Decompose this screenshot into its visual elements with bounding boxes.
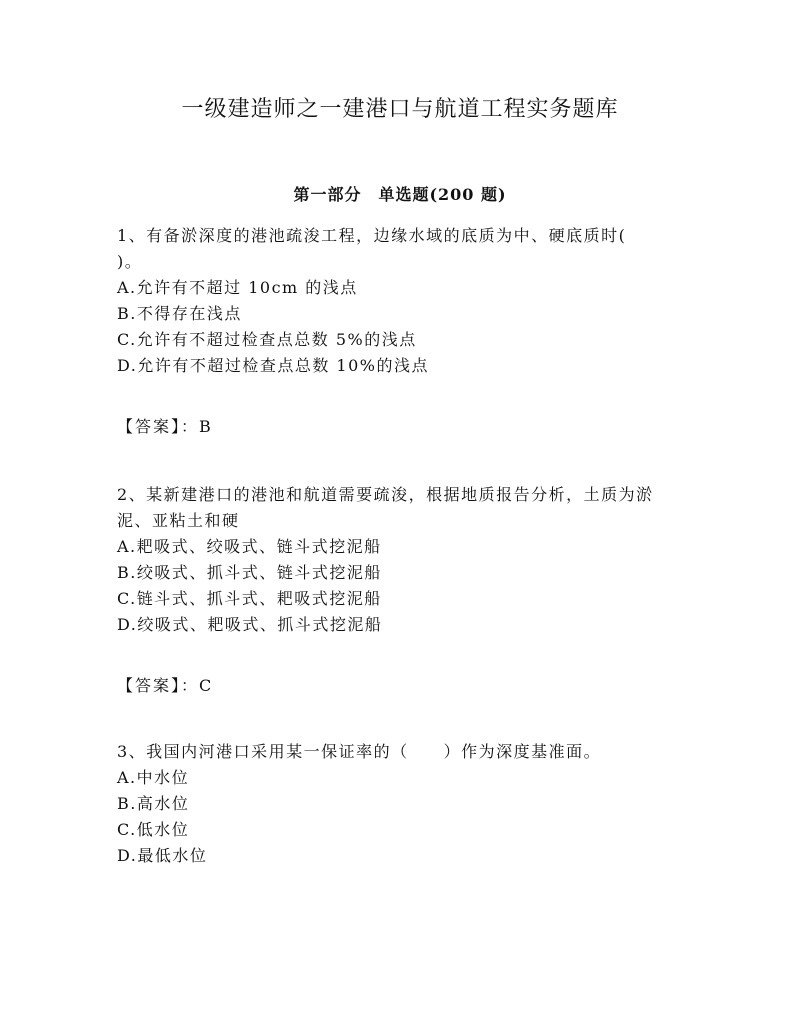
- question-1-option-a: A.允许有不超过 10cm 的浅点: [117, 278, 358, 297]
- question-3-stem-line-1: 3、我国内河港口采用某一保证率的（ ）作为深度基准面。: [117, 742, 602, 761]
- question-1-stem-line-2: )。: [117, 252, 143, 271]
- question-3-option-c: C.低水位: [117, 820, 190, 839]
- question-2-option-c: C.链斗式、抓斗式、耙吸式挖泥船: [117, 589, 382, 608]
- document-title: 一级建造师之一建港口与航道工程实务题库: [181, 97, 619, 122]
- question-2-option-d: D.绞吸式、耙吸式、抓斗式挖泥船: [117, 615, 383, 634]
- question-3-option-d: D.最低水位: [117, 846, 208, 865]
- question-1-answer: 【答案】：B: [117, 417, 213, 436]
- question-3-option-b: B.高水位: [117, 794, 190, 813]
- question-1-option-c: C.允许有不超过检查点总数 5%的浅点: [117, 330, 417, 349]
- question-1-option-b: B.不得存在浅点: [117, 304, 242, 323]
- question-2: [117, 482, 687, 638]
- question-2-option-b: B.绞吸式、抓斗式、链斗式挖泥船: [117, 563, 382, 582]
- question-2-stem-line-1: 2、某新建港口的港池和航道需要疏浚，根据地质报告分析，土质为淤: [117, 485, 654, 504]
- question-3: [117, 739, 687, 869]
- question-3-option-a: A.中水位: [117, 768, 190, 787]
- section-title: 第一部分 单选题(200 题): [293, 185, 507, 204]
- question-1: [117, 223, 687, 379]
- question-1-option-d: D.允许有不超过检查点总数 10%的浅点: [117, 356, 429, 375]
- question-1-stem-line-1: 1、有备淤深度的港池疏浚工程，边缘水域的底质为中、硬底质时(: [117, 226, 627, 245]
- question-2-option-a: A.耙吸式、绞吸式、链斗式挖泥船: [117, 537, 382, 556]
- question-2-answer: 【答案】：C: [117, 676, 214, 695]
- question-2-stem-line-2: 泥、亚粘土和硬: [117, 511, 240, 530]
